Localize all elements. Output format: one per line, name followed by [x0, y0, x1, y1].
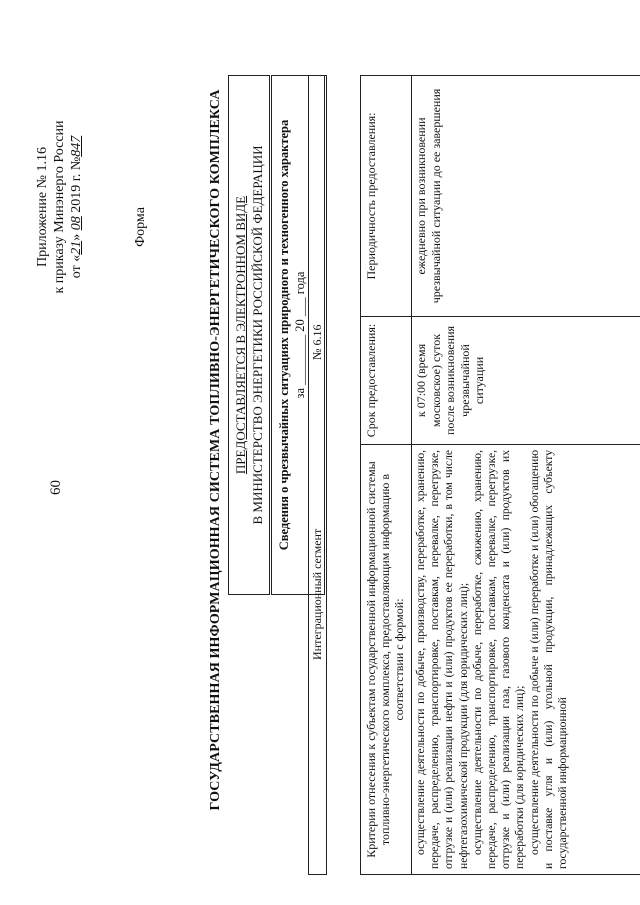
deadline-value: к 07:00 (время московское) суток после возникновения чрезвычайной ситуации	[414, 325, 486, 436]
submission-line-2: В МИНИСТЕРСТВО ЭНЕРГЕТИКИ РОССИЙСКОЙ ФЕДЕРАЦИИ	[250, 145, 265, 525]
report-period: за ________ 20 ___ года	[293, 271, 307, 399]
criteria-column	[361, 444, 640, 874]
deadline-column	[361, 316, 640, 444]
segment-label: Интеграционный сегмент	[310, 528, 324, 660]
handwritten-month: 08	[69, 216, 84, 231]
handwritten-order-number: 847	[69, 135, 84, 157]
deadline-header: Срок предоставления:	[361, 317, 412, 444]
criteria-item-coal: осуществление деятельности по добыче и (или) переработке и (или) обогащению и поставке угля и (или) угольной продукции, принадлежащих субъекту государственной информационной	[527, 450, 570, 869]
frequency-value: ежедневно при возникновении чрезвычайной ситуации до ее завершения	[414, 88, 443, 304]
form-label: Форма	[133, 207, 148, 247]
criteria-table	[360, 75, 640, 875]
appendix-order-ref: к приказу Минэнерго России	[52, 120, 67, 294]
submission-line-1: ПРЕДОСТАВЛЯЕТСЯ В ЭЛЕКТРОННОМ ВИДЕ	[233, 195, 248, 475]
handwritten-day: 21	[69, 240, 84, 255]
criteria-item-gas: осуществление деятельности по добыче, переработке, сжижению, хранению, передаче, распределению, транспортировке, поставкам, перевалке, перегрузке, отгрузке и (или) реализации газа, газового конденсата и (или) продуктов их переработки (для юридических лиц);	[470, 450, 527, 869]
page-number: 60	[48, 480, 64, 495]
segment-border-bottom	[326, 75, 327, 875]
appendix-block	[34, 87, 85, 327]
criteria-header: Критерии отнесения к субъектам государственной информационной системы топливно-энергетического комплекса, предоставляющим информацию в соответствии с формой:	[361, 445, 412, 874]
appendix-title: Приложение № 1.16	[35, 147, 50, 267]
submission-box	[228, 75, 270, 595]
frequency-header: Периодичность предоставления:	[361, 76, 412, 316]
report-title: Сведения о чрезвычайных ситуациях природного и техногенного характера	[277, 119, 291, 551]
gis-title: ГОСУДАРСТВЕННАЯ ИНФОРМАЦИОННАЯ СИСТЕМА ТОПЛИВНО-ЭНЕРГЕТИЧЕСКОГО КОМПЛЕКСА	[208, 89, 223, 811]
segment-number: № 6.16	[310, 324, 324, 360]
segment-border-left	[308, 874, 327, 875]
segment-border-right	[308, 75, 327, 76]
appendix-date-line: от «21» 08 2019 г. №847	[69, 135, 84, 279]
criteria-list	[412, 445, 572, 874]
criteria-item-oil: осуществление деятельности по добыче, производству, переработке, хранению, передаче, распределению, транспортировке, поставкам, перевалке, перегрузке, отгрузке и (или) реализации нефти и (или) продуктов ее переработки, в том числе нефтегазохимической продукции (для юридических лиц);	[414, 450, 470, 869]
segment-border-top	[308, 75, 309, 875]
frequency-column	[361, 76, 640, 316]
